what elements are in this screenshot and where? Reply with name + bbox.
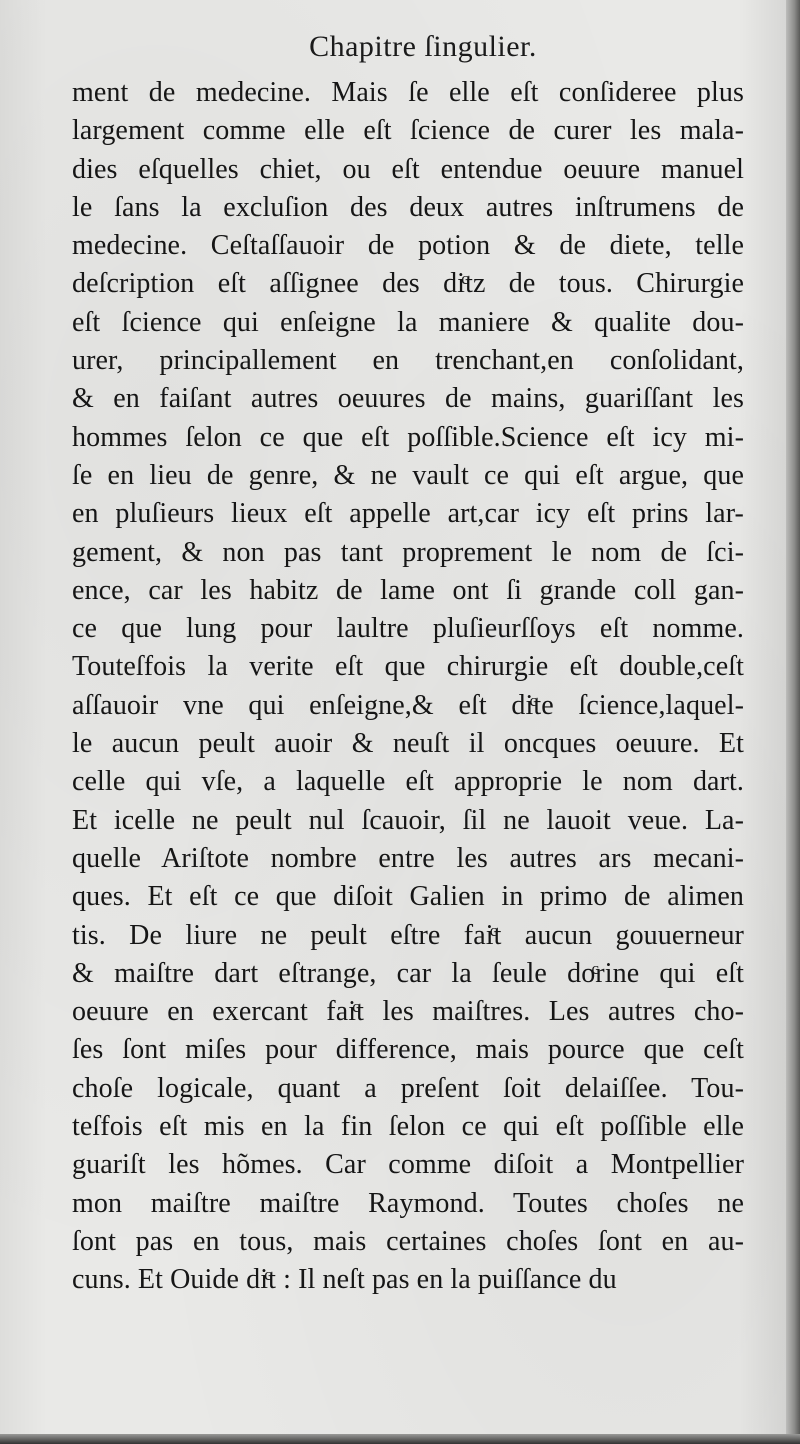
text-line: dies eſquelles chiet, ou eſt entendue oeuure manuel [72,153,744,185]
text-line: Touteſfois la verite eſt que chirurgie eſt double,ceſt [72,651,744,683]
text-line: deſcription eſt aſſignee des diͨtz de tous. Chirurgie [72,268,744,300]
text-line: eſt ſcience qui enſeigne la maniere & qualite dou- [72,306,744,338]
text-line: cuns. Et Ouide diͨt : Il neſt pas en la puiſſance du [72,1264,617,1296]
text-line: & maiſtre dart eſtrange, car la ſeule doͨrine qui eſt [72,957,744,989]
text-line: tis. De liure ne peult eſtre faiͨt aucun gouuerneur [72,919,744,951]
text-line: oeuure en exercant faiͨt les maiſtres. Les autres cho- [72,996,744,1028]
text-line: mon maiſtre maiſtre Raymond. Toutes choſes ne [72,1187,744,1219]
text-line: ques. Et eſt ce que diſoit Galien in primo de alimen [72,881,744,913]
text-line: ſes ſont miſes pour difference, mais pource que ceſt [72,1034,744,1066]
text-line: & en faiſant autres oeuures de mains, guariſſant les [72,383,744,415]
text-line: largement comme elle eſt ſcience de curer les mala- [72,115,744,147]
text-line: aſſauoir vne qui enſeigne,& eſt diͨte ſcience,laquel- [72,689,744,721]
text-line: ſe en lieu de genre, & ne vault ce qui eſt argue, que [72,459,744,491]
running-head: Chapitre ſingulier. [309,30,537,63]
text-line: gement, & non pas tant proprement le nom de ſci- [72,536,744,568]
page-edge-bottom [0,1434,800,1444]
text-line: celle qui vſe, a laquelle eſt approprie le nom dart. [72,766,744,798]
text-line: hommes ſelon ce que eſt poſſible.Science eſt icy mi- [72,421,744,453]
text-line: ce que lung pour laultre pluſieurſſoys eſt nomme. [72,613,744,645]
text-line: choſe logicale, quant a preſent ſoit delaiſſee. Tou- [72,1072,744,1104]
text-line: urer, principallement en trenchant,en conſolidant, [72,345,744,377]
text-line: ence, car les habitz de lame ont ſi grande coll gan- [72,574,744,606]
text-line: ment de medecine. Mais ſe elle eſt conſideree plus [72,77,744,108]
page-text [72,74,744,1300]
text-line: medecine. Ceſtaſſauoir de potion & de diete, telle [72,230,744,262]
text-line: ſont pas en tous, mais certaines choſes ſont en au- [72,1225,744,1257]
text-line: quelle Ariſtote nombre entre les autres ars mecani- [72,842,744,874]
text-line: le aucun peult auoir & neuſt il oncques oeuure. Et [72,728,744,760]
page-edge-right [786,0,800,1444]
text-line: en pluſieurs lieux eſt appelle art,car icy eſt prins lar- [72,498,744,530]
text-line: guariſt les hõmes. Car comme diſoit a Montpellier [72,1149,744,1181]
text-line: teſfois eſt mis en la fin ſelon ce qui eſt poſſible elle [72,1111,744,1143]
text-line: le ſans la excluſion des deux autres inſtrumens de [72,191,744,223]
text-line: Et icelle ne peult nul ſcauoir, ſil ne lauoit veue. La- [72,804,744,836]
